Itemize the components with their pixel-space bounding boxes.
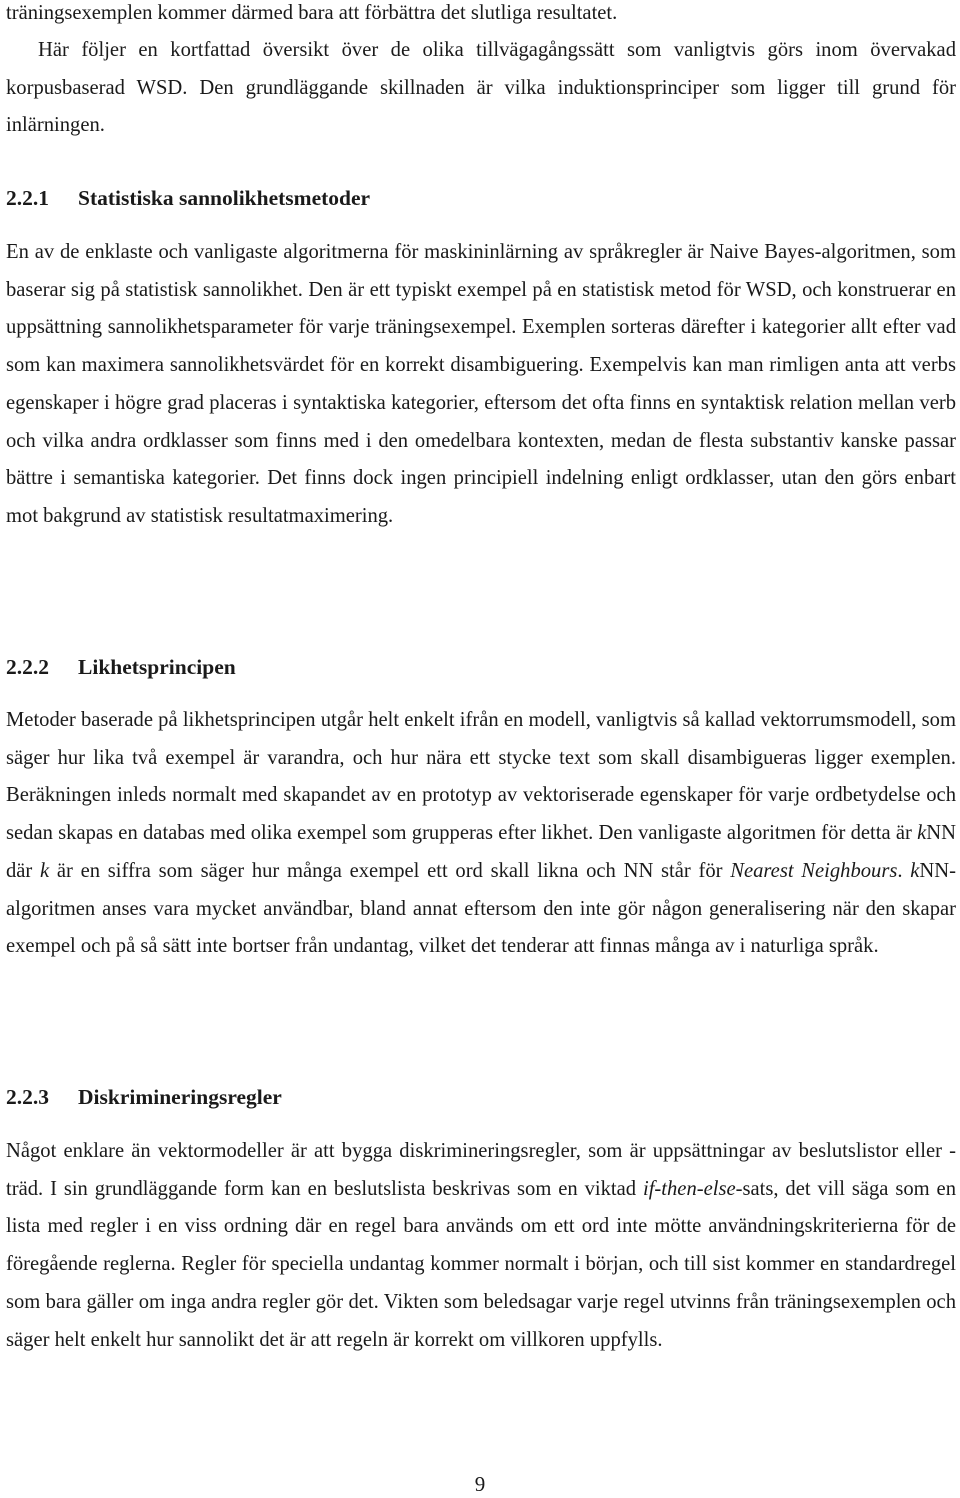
body-text: . bbox=[897, 859, 911, 882]
intro-paragraph bbox=[6, 32, 956, 145]
body-text: NN-algoritmen anses vara mycket användbar, bland annat eftersom den inte gör någon generalisering när den skapar exempel och på så sätt inte bortser från undantag, vilket det tenderar att finnas många av i naturliga språk. bbox=[6, 859, 957, 958]
body-text: -sats, det vill säga som en lista med regler i en viss ordning där en regel bara används om ett ord inte mötte användningskriterierna för de föregående reglerna. Regler för speciella undantag kommer normalt i början, och till sist kommer en standardregel som bara gäller om inga andra regler gör det. Vikten som beledsagar varje regel utvinns från träningsexemplen och säger helt enkelt hur sannolikt det är att regeln är korrekt om villkoren uppfylls. bbox=[6, 1177, 956, 1351]
section-number: 2.2.3 bbox=[6, 1085, 49, 1109]
section-2-2-1-text: En av de enklaste och vanligaste algoritmerna för maskininlärning av språkregler är Naive Bayes-algoritmen, som baserar sig på statistisk sannolikhet. Den är ett typiskt exempel på en statistisk metod för WSD, och konstruerar en uppsättning sannolikhetsparameter för varje träningsexempel. Exemplen sorteras därefter i kategorier allt efter vad som kan maximera sannolikhetsvärdet för en korrekt disambiguering. Exempelvis kan man rimligen anta att verbs egenskaper i högre grad placeras i syntaktiska kategorier, eftersom det ofta finns en syntaktisk relation mellan verb och vilka andra ordklasser som finns med i den omedelbara kontexten, medan de flesta substantiv kanske passar bättre i semantiska kategorier. Det finns dock ingen principiell indelning enligt ordklasser, utan den görs enbart mot bakgrund av statistisk resultatmaximering. bbox=[6, 241, 956, 527]
section-2-2-1-body bbox=[6, 234, 956, 536]
intro-line bbox=[6, 0, 956, 33]
section-heading-2-2-2 bbox=[6, 652, 236, 682]
section-2-2-3-body bbox=[6, 1133, 956, 1359]
section-title: Statistiska sannolikhetsmetoder bbox=[78, 186, 371, 210]
section-title: Likhetsprincipen bbox=[78, 655, 236, 679]
body-text: NN där bbox=[6, 822, 956, 882]
section-heading-2-2-3 bbox=[6, 1082, 282, 1112]
body-text: Något enklare än vektormodeller är att bygga diskrimineringsregler, som är uppsättningar av beslutslistor eller -träd. I sin grundläggande form kan en beslutslista beskrivas som en viktad bbox=[6, 1140, 956, 1200]
page-number: 9 bbox=[474, 1472, 486, 1496]
body-text: är en siffra som säger hur många exempel ett ord skall likna och NN står för bbox=[49, 859, 731, 882]
section-heading-2-2-1 bbox=[6, 183, 370, 213]
section-title: Diskrimineringsregler bbox=[78, 1085, 282, 1109]
italic-term: if-then-else bbox=[642, 1177, 736, 1200]
section-2-2-2-body bbox=[6, 702, 956, 966]
body-text: Metoder baserade på likhetsprincipen utgår helt enkelt ifrån en modell, vanligtvis så kallad vektorrumsmodell, som säger hur lika två exempel är varandra, och hur nära ett stycke text som skall disambigueras ligger exemplen. Beräkningen inleds normalt med skapandet av en prototyp av vektoriserade egenskaper för varje ordbetydelse och sedan skapas en databas med olika exempel som grupperas efter likhet. Den vanligaste algoritmen för detta är bbox=[6, 709, 956, 845]
section-number: 2.2.2 bbox=[6, 655, 49, 679]
italic-k: k bbox=[910, 859, 920, 882]
intro-paragraph-text: Här följer en kortfattad översikt över de olika tillvägagångssätt som vanligtvis görs inom övervakad korpusbaserad WSD. Den grundläggande skillnaden är vilka induktionsprinciper som ligger till grund för inlärningen. bbox=[6, 39, 956, 137]
intro-line-text: träningsexemplen kommer därmed bara att förbättra det slutliga resultatet. bbox=[6, 2, 618, 24]
section-number: 2.2.1 bbox=[6, 186, 49, 210]
italic-k: k bbox=[917, 822, 927, 845]
italic-term: Nearest Neighbours bbox=[730, 859, 898, 882]
italic-k: k bbox=[40, 859, 50, 882]
